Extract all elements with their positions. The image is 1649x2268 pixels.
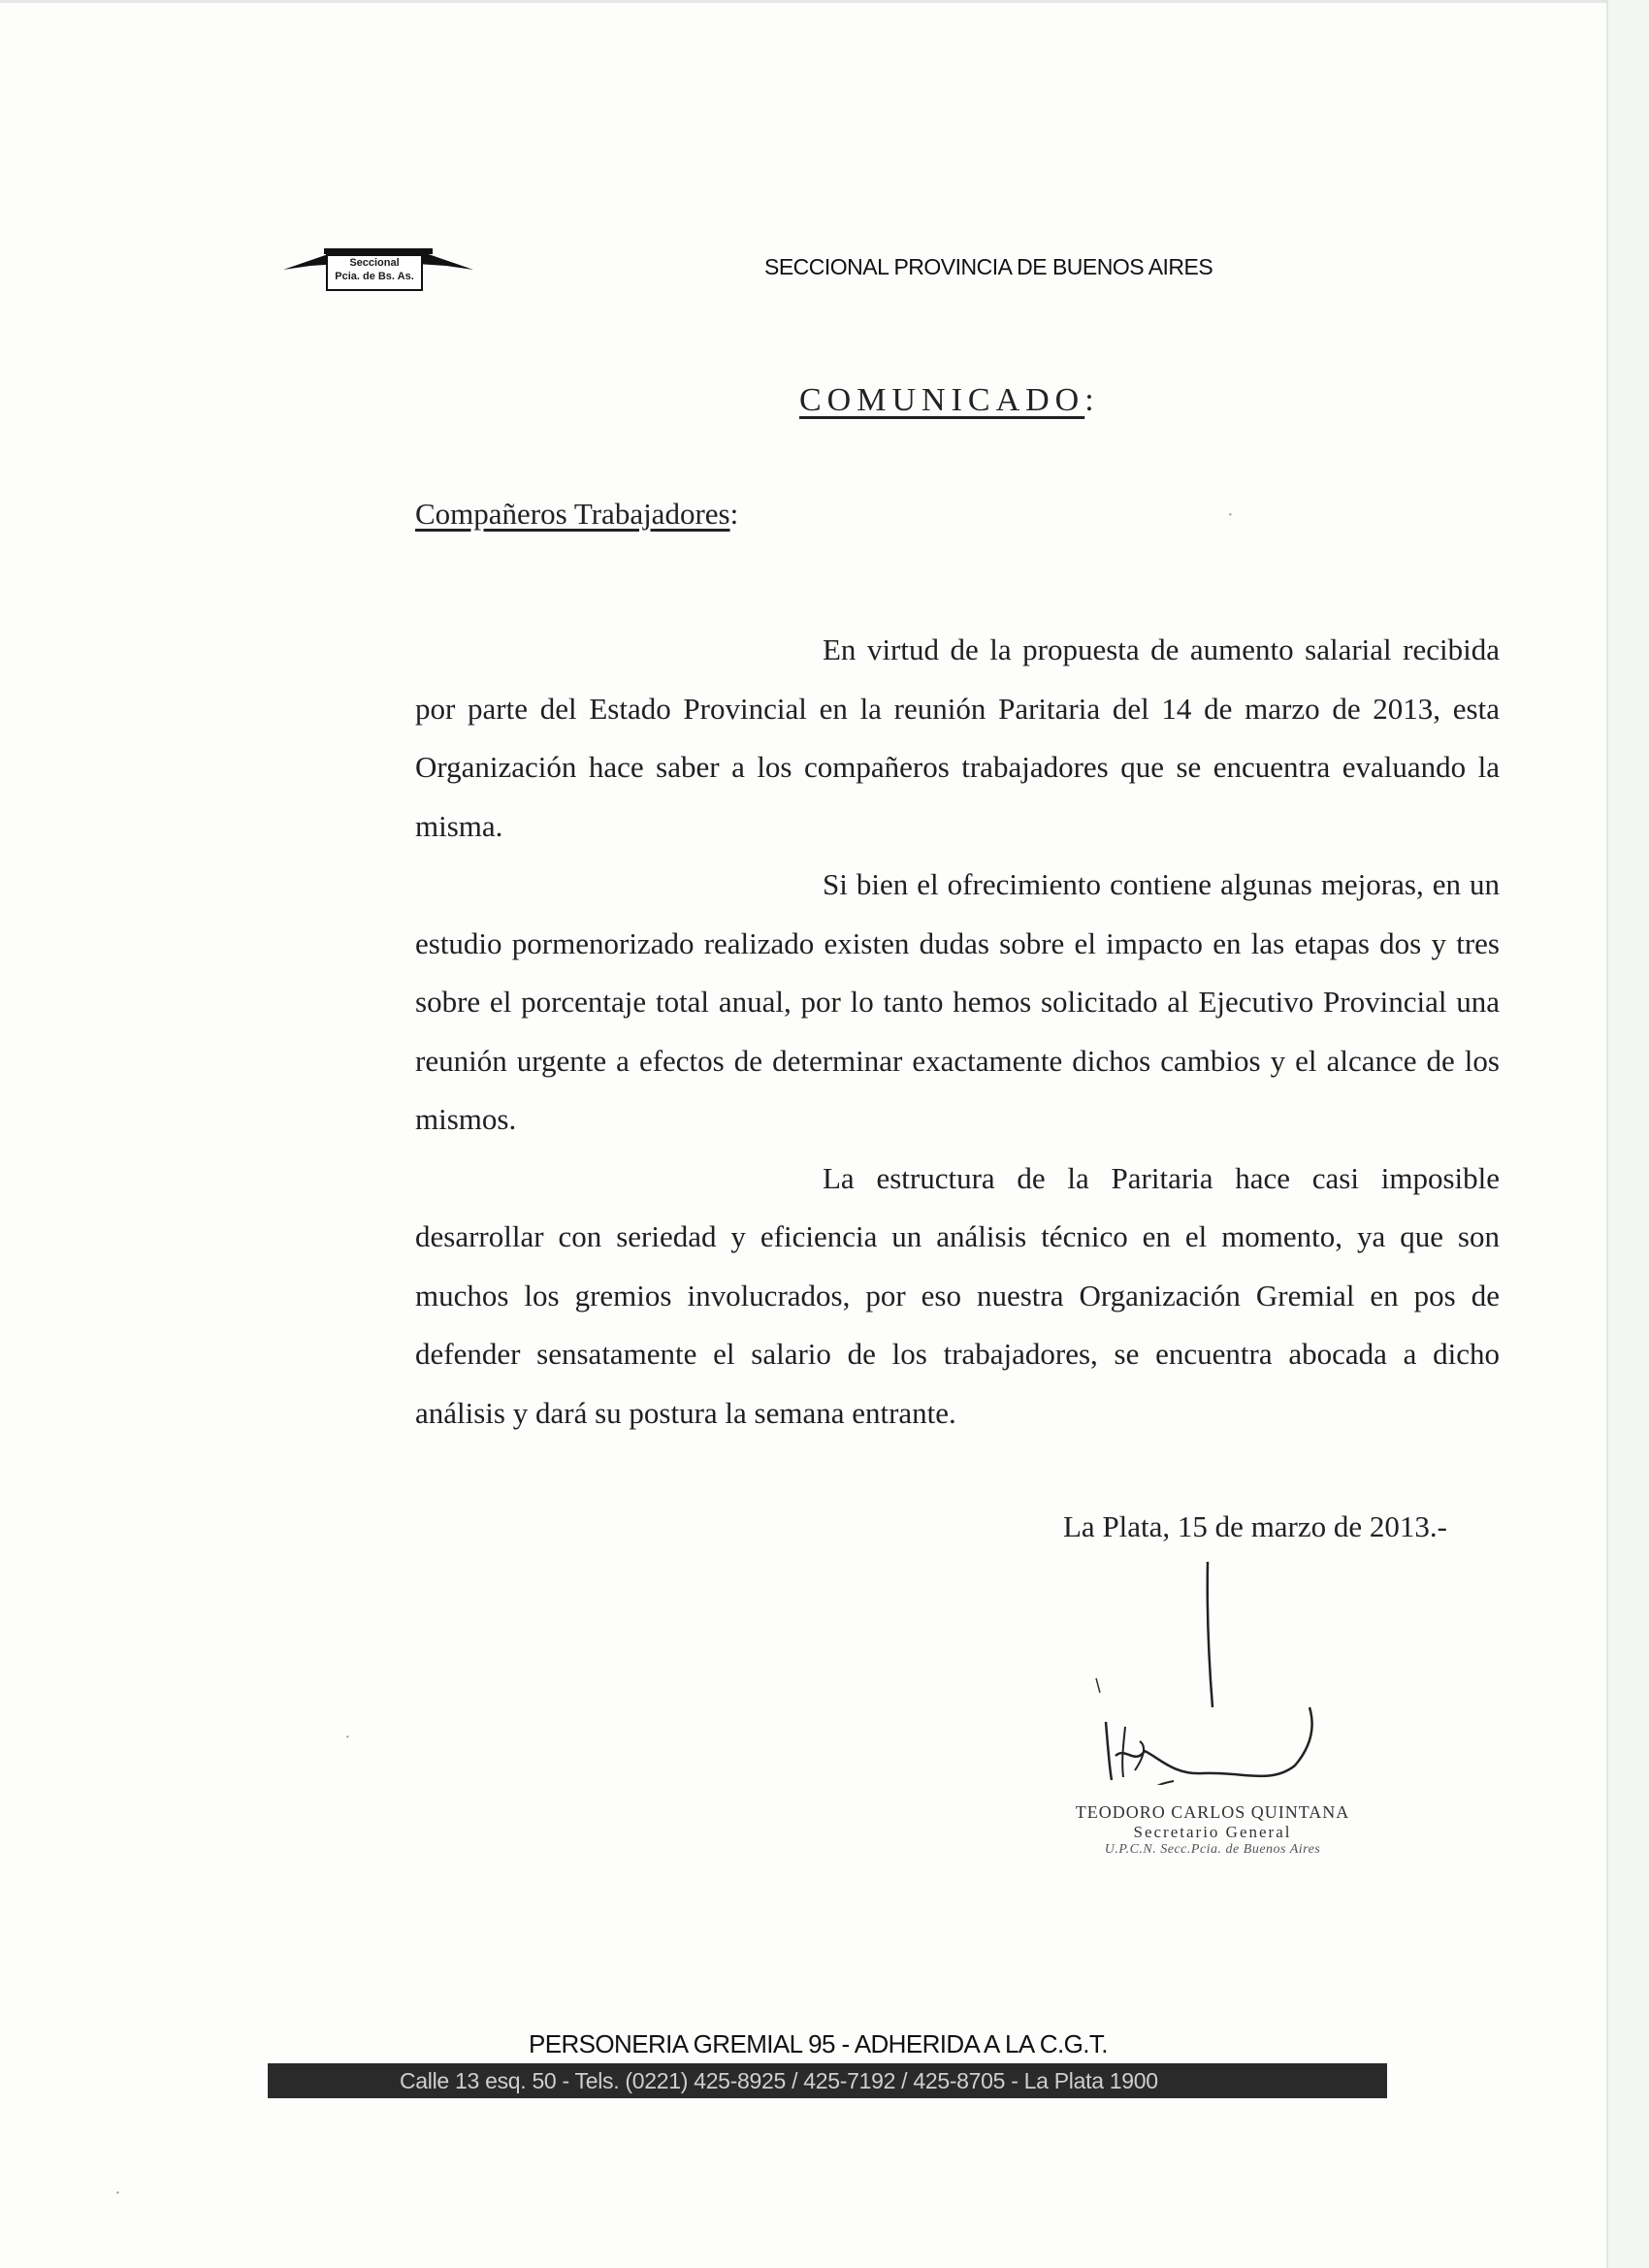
paragraph-1: En virtud de la propuesta de aumento salarial recibida por parte del Estado Provincial en la reunión Paritaria del 14 de marzo de 2013, esta Organización hace saber a los compañeros trabajadores que se encuentra evaluando la misma. xyxy=(415,632,1500,843)
handwritten-signature xyxy=(1086,1552,1358,1785)
footer-contact: Calle 13 esq. 50 - Tels. (0221) 425-8925 / 425-7192 / 425-8705 - La Plata 1900 xyxy=(400,2068,1158,2093)
paragraph-3: La estructura de la Paritaria hace casi imposible desarrollar con seriedad y eficiencia un análisis técnico en el momento, ya que son muchos los gremios involucrados, por eso nuestra Organización Gremial en pos de defender sensatamente el salario de los trabajadores, se encuentra abocada a dicho análisis y dará su postura la semana entrante. xyxy=(415,1160,1500,1430)
stamp-name: TEODORO CARLOS QUINTANA xyxy=(1075,1802,1350,1822)
signature-stamp xyxy=(1067,1802,1358,1858)
scan-speck: · xyxy=(1227,504,1234,526)
stamp-organization: U.P.C.N. Secc.Pcia. de Buenos Aires xyxy=(1104,1842,1321,1857)
footer-title: PERSONERIA GREMIAL 95 - ADHERIDA A LA C.G.T. xyxy=(529,2029,1108,2058)
salutation-colon: : xyxy=(729,497,739,531)
organization-header: SECCIONAL PROVINCIA DE BUENOS AIRES xyxy=(764,254,1213,279)
union-logo xyxy=(281,244,475,295)
body-text xyxy=(415,621,1500,1442)
scan-right-edge xyxy=(1606,0,1649,2268)
stamp-role: Secretario General xyxy=(1133,1823,1292,1841)
title-text: COMUNICADO xyxy=(799,382,1085,418)
salutation xyxy=(415,497,738,532)
logo-text-line1: Seccional xyxy=(349,257,400,269)
paragraph-2: Si bien el ofrecimiento contiene algunas mejoras, en un estudio pormenorizado realizado existen dudas sobre el impacto en las etapas dos y tres sobre el porcentaje total anual, por lo tanto hemos solicitado al Ejecutivo Provincial una reunión urgente a efectos de determinar exactamente dichos cambios y el alcance de los mismos. xyxy=(415,867,1500,1136)
logo-text-line2: Pcia. de Bs. As. xyxy=(335,271,414,282)
logo-label-box xyxy=(326,254,423,291)
scan-top-edge xyxy=(0,0,1649,3)
place-date: La Plata, 15 de marzo de 2013.- xyxy=(1063,1509,1447,1543)
scan-speck: · xyxy=(114,2183,121,2204)
document-title xyxy=(799,382,1100,419)
title-colon: : xyxy=(1084,382,1100,418)
salutation-text: Compañeros Trabajadores xyxy=(415,497,730,531)
scan-speck: · xyxy=(344,1727,351,1748)
